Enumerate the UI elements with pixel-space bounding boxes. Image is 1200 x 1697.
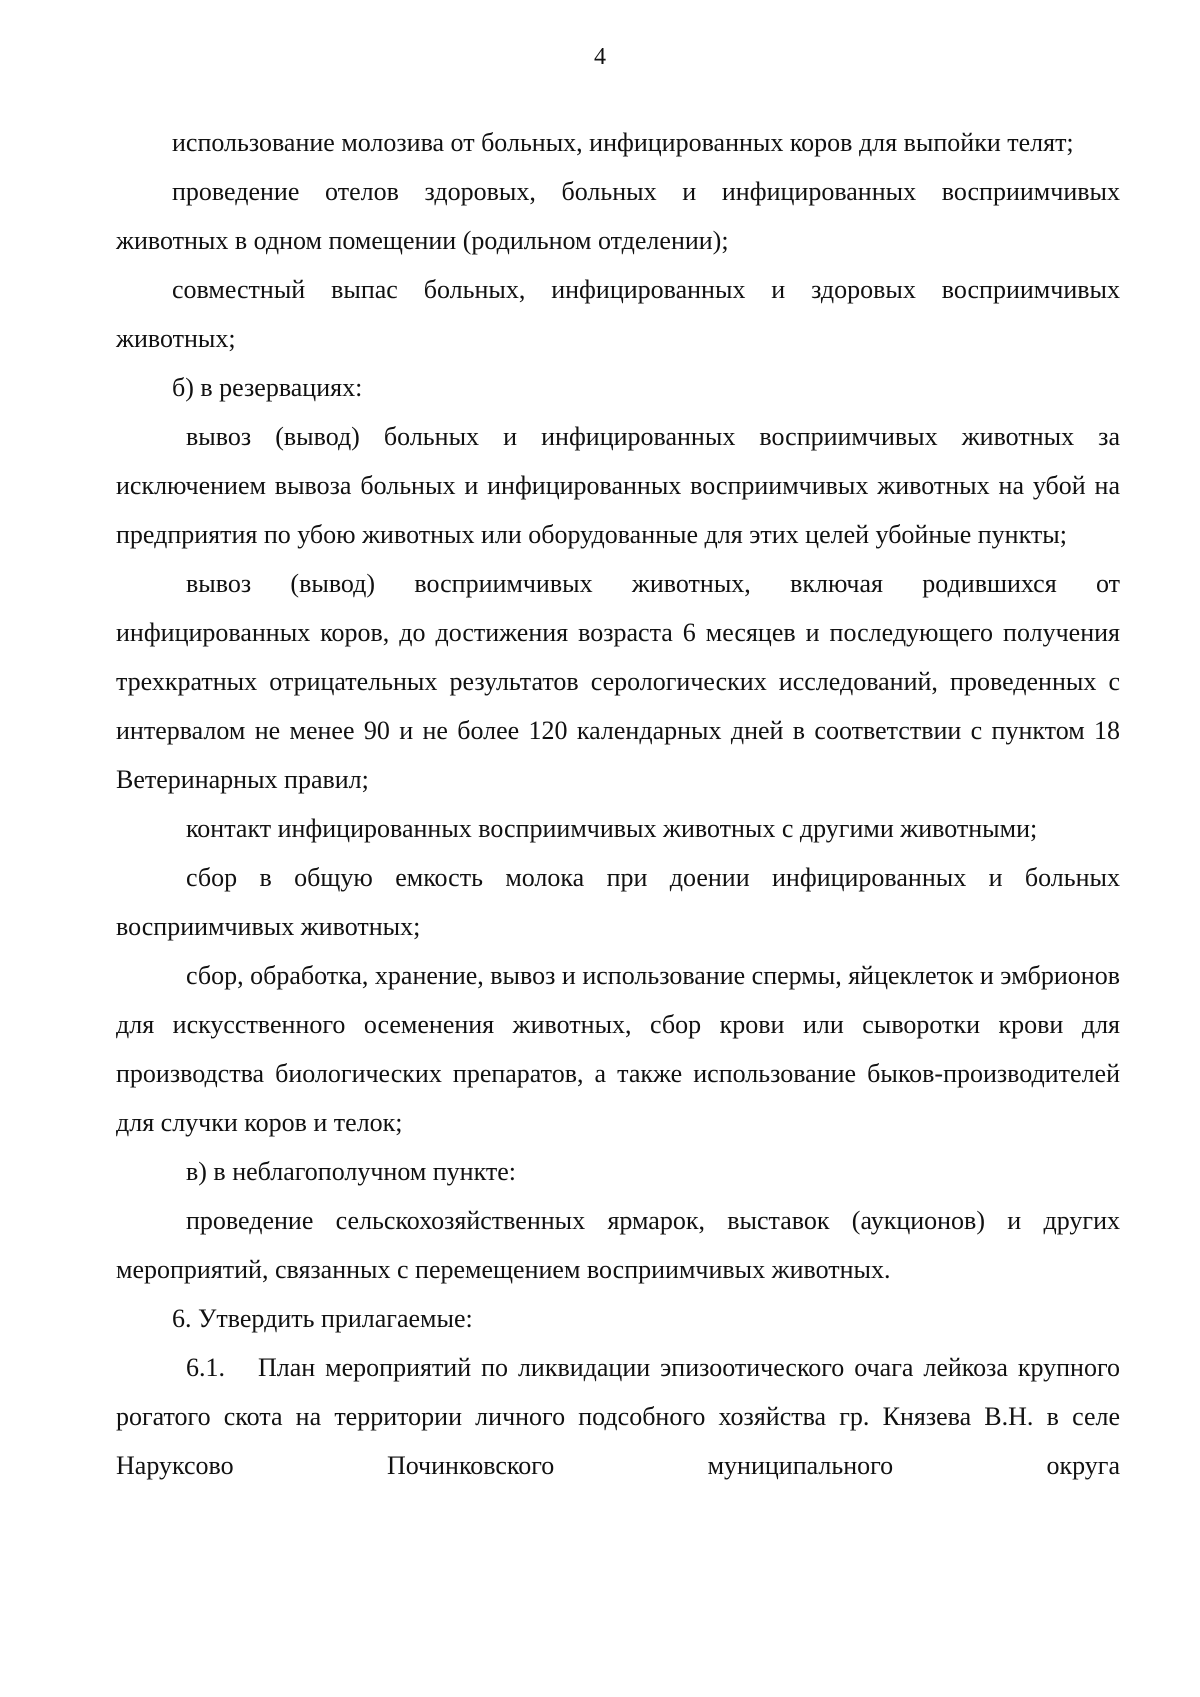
page-number: 4	[594, 44, 606, 70]
paragraph-grazing: совместный выпас больных, инфицированных и здоровых восприимчивых животных;	[116, 275, 1120, 353]
item-6-heading: 6. Утвердить прилагаемые:	[172, 1304, 473, 1333]
item-6-1-text: План мероприятий по ликвидации эпизоотического очага лейкоза крупного рогатого скота на территории личного подсобного хозяйства гр. Князева В.Н. в селе Наруксово Починковского муниципального округа	[116, 1353, 1120, 1480]
paragraph-export-sick: вывоз (вывод) больных и инфицированных восприимчивых животных за исключением вывоза больных и инфицированных восприимчивых животных на убой на предприятия по убою животных или оборудованные для этих целей убойные пункты;	[116, 422, 1120, 549]
item-6-1	[116, 1343, 1120, 1490]
paragraph-calving: проведение отелов здоровых, больных и инфицированных восприимчивых животных в одном помещении (родильном отделении);	[116, 177, 1120, 255]
paragraph-colostrum: использование молозива от больных, инфицированных коров для выпойки телят;	[172, 128, 1074, 157]
subheading-unfavorable-point: в) в неблагополучном пункте:	[186, 1157, 517, 1186]
subheading-reservations: б) в резервациях:	[172, 373, 363, 402]
item-6-1-number: 6.1.	[186, 1353, 225, 1382]
paragraph-milk: сбор в общую емкость молока при доении инфицированных и больных восприимчивых животных;	[116, 863, 1120, 941]
document-body	[116, 118, 1120, 1490]
paragraph-fairs: проведение сельскохозяйственных ярмарок, выставок (аукционов) и других мероприятий, связанных с перемещением восприимчивых животных.	[116, 1206, 1120, 1284]
paragraph-export-susceptible: вывоз (вывод) восприимчивых животных, включая родившихся от инфицированных коров, до достижения возраста 6 месяцев и последующего получения трехкратных отрицательных результатов серологических исследований, проведенных с интервалом не менее 90 и не более 120 календарных дней в соответствии с пунктом 18 Ветеринарных правил;	[116, 569, 1120, 794]
paragraph-sperm: сбор, обработка, хранение, вывоз и использование спермы, яйцеклеток и эмбрионов для искусственного осеменения животных, сбор крови или сыворотки крови для производства биологических препаратов, а также использование быков-производителей для случки коров и телок;	[116, 961, 1120, 1137]
paragraph-contact: контакт инфицированных восприимчивых животных с другими животными;	[186, 814, 1038, 843]
